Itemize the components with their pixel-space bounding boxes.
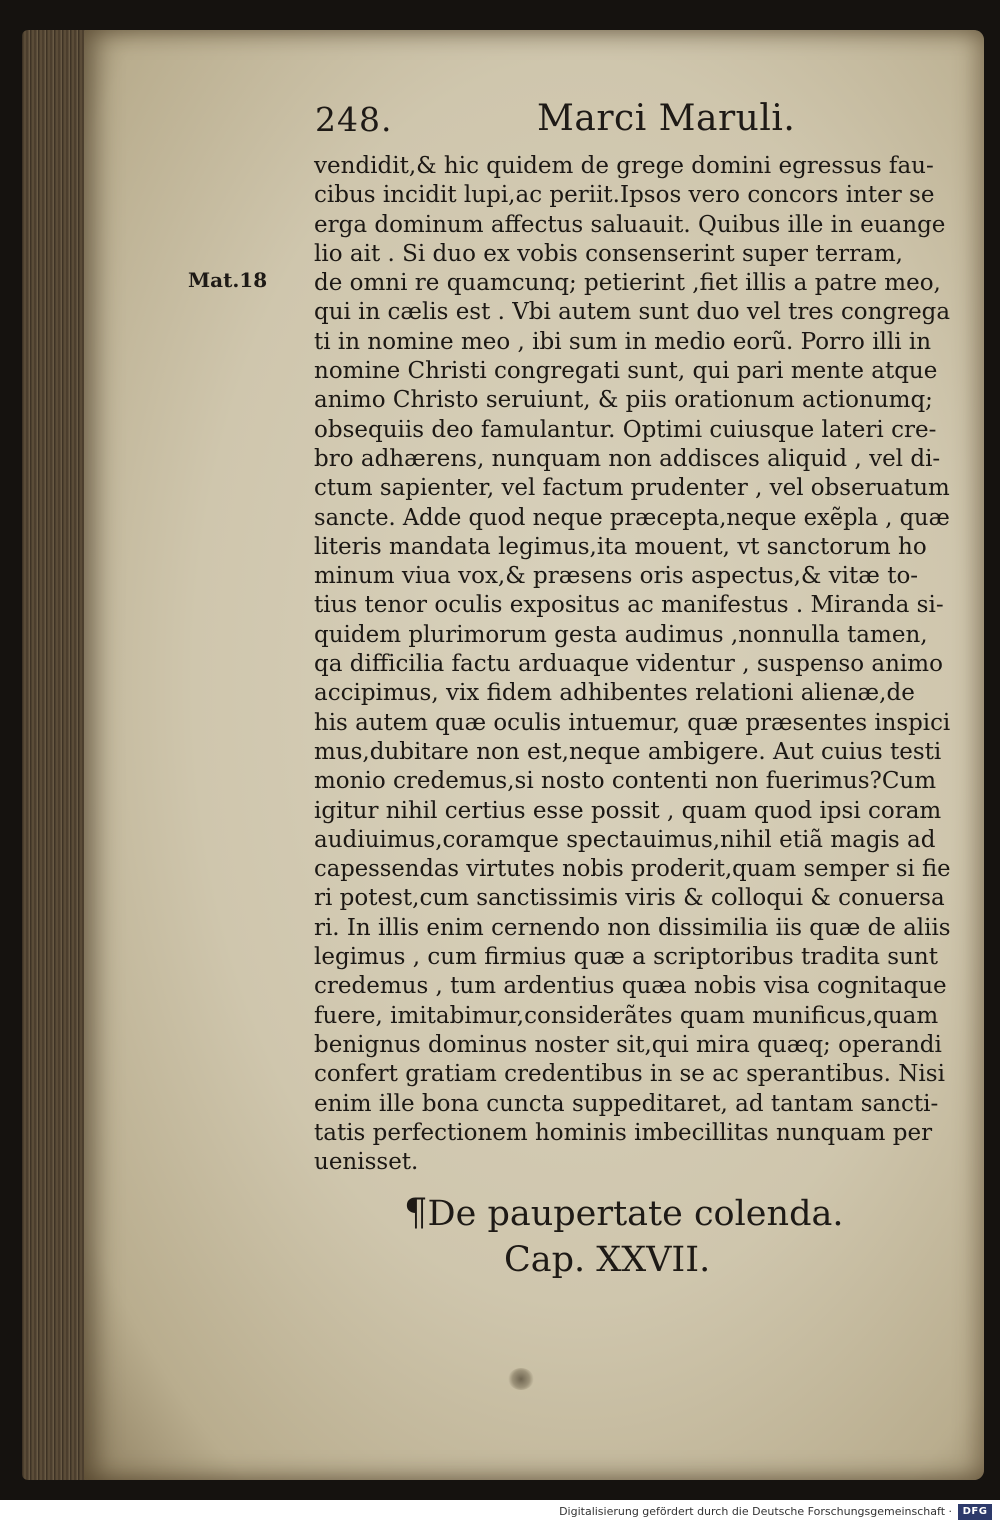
page-number: 248.	[315, 100, 393, 139]
text-line: vendidit,& hic quidem de grege domini egressus fau-	[314, 153, 934, 179]
text-line: ctum sapienter, vel factum prudenter , vel obseruatum	[314, 475, 950, 502]
running-title: Marci Maruli.	[537, 98, 796, 139]
text-line: nomine Christi congregati sunt, qui pari mente atque	[314, 358, 938, 385]
ink-smudge	[508, 1368, 534, 1390]
text-line: enim ille bona cuncta suppeditaret, ad tantam sancti-	[314, 1090, 939, 1117]
text-line: audiuimus,coramque spectauimus,nihil etiã magis ad	[314, 826, 936, 853]
text-line: tius tenor oculis expositus ac manifestus . Miranda si-	[314, 592, 944, 619]
text-line: tatis perfectionem hominis imbecillitas nunquam per	[314, 1119, 933, 1146]
chapter-heading	[404, 1190, 864, 1283]
footer-bar	[0, 1500, 1000, 1524]
margin-reference: Mat.18	[188, 268, 268, 292]
text-line: mus,dubitare non est,neque ambigere. Aut cuius testi	[314, 738, 942, 765]
text-line: qa difficilia factu arduaque videntur , suspenso animo	[314, 651, 943, 678]
text-line: lio ait . Si duo ex vobis consenserint super terram,	[314, 240, 903, 267]
text-line: sancte. Adde quod neque præcepta,neque exẽpla , quæ	[314, 504, 950, 531]
book-page-edges	[22, 30, 92, 1480]
text-line: ri potest,cum sanctissimis viris & colloqui & conuersa	[314, 885, 945, 912]
text-line: uenisset.	[314, 1149, 419, 1176]
text-line: de omni re quamcunq; petierint ,fiet illis a patre meo,	[314, 270, 941, 297]
text-line: his autem quæ oculis intuemur, quæ præsentes inspici	[314, 709, 951, 736]
text-line: erga dominum affectus saluauit. Quibus ille in euange	[314, 211, 946, 238]
text-line: ri. In illis enim cernendo non dissimilia iis quæ de aliis	[314, 914, 951, 941]
text-line: literis mandata legimus,ita mouent, vt sanctorum ho	[314, 533, 927, 560]
pilcrow-mark: ¶	[404, 1191, 428, 1234]
running-head	[315, 100, 815, 150]
text-line: quidem plurimorum gesta audimus ,nonnulla tamen,	[314, 621, 928, 648]
body-text	[314, 152, 954, 1177]
text-line: monio credemus,si nosto contenti non fuerimus?Cum	[314, 768, 937, 795]
text-line: minum viua vox,& præsens oris aspectus,& vitæ to-	[314, 563, 919, 590]
chapter-number: Cap. XXVII.	[504, 1240, 711, 1280]
text-line: legimus , cum firmius quæ a scriptoribus tradita sunt	[314, 944, 938, 971]
text-line: benignus dominus noster sit,qui mira quæq; operandi	[314, 1031, 942, 1058]
chapter-title-line	[404, 1190, 864, 1237]
text-line: confert gratiam credentibus in se ac sperantibus. Nisi	[314, 1061, 945, 1088]
text-line: fuere, imitabimur,considerãtes quam munificus,quam	[314, 1002, 939, 1029]
text-line: ti in nomine meo , ibi sum in medio eorũ. Porro illi in	[314, 328, 932, 355]
text-line: bro adhærens, nunquam non addisces aliquid , vel di-	[314, 445, 941, 472]
text-line: igitur nihil certius esse possit , quam quod ipsi coram	[314, 797, 942, 824]
dfg-logo: DFG	[958, 1504, 992, 1520]
text-line: animo Christo seruiunt, & piis orationum actionumq;	[314, 387, 933, 414]
text-line: credemus , tum ardentius quæa nobis visa cognitaque	[314, 973, 947, 1000]
funding-credit: Digitalisierung gefördert durch die Deutsche Forschungsgemeinschaft ·	[559, 1505, 952, 1518]
text-line: cibus incidit lupi,ac periit.Ipsos vero concors inter se	[314, 182, 935, 209]
text-line: accipimus, vix fidem adhibentes relationi alienæ,de	[314, 680, 915, 707]
text-line: obsequiis deo famulantur. Optimi cuiusque lateri cre-	[314, 416, 937, 443]
text-line: qui in cælis est . Vbi autem sunt duo vel tres congrega	[314, 299, 951, 326]
text-line: capessendas virtutes nobis proderit,quam semper si fie	[314, 856, 951, 883]
chapter-title: De paupertate colenda.	[427, 1194, 844, 1234]
